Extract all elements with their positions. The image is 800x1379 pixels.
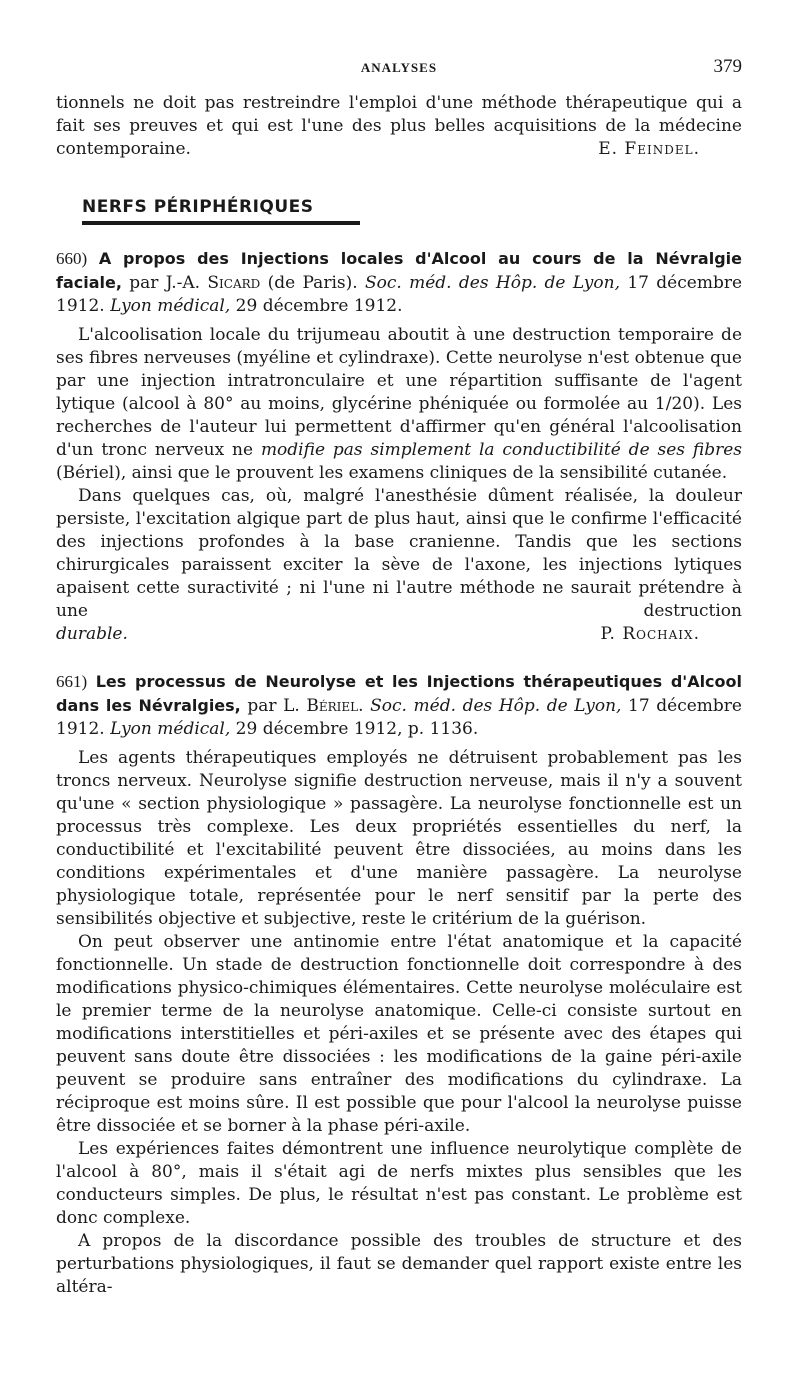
entry-heading: A propos des Injections locales d'Alcool au cours de la Névralgie faciale, xyxy=(56,249,742,292)
entry-paragraph: On peut observer une antinomie entre l'état anatomique et la capacité fonctionnelle. Un stade de destruction fonctionnelle doit correspondre à des modifications physico-chimiques élémentaires. Cette neurolyse moléculaire est le premier terme de la neurolyse anatomique. Celle-ci consiste surtout en modifications interstitielles et péri-axiles et se présente avec des étapes qui peuvent sans doute être dissociées : les modifications de la gaine péri-axile peuvent se produire sans entraîner des modifications du cylindraxe. La réciproque est moins sûre. Il est possible que pour l'alcool la neurolyse puisse être dissociée et se borner à la phase péri-axile. xyxy=(56,932,742,1136)
source-plain: (de Paris). xyxy=(260,273,365,293)
intro-text: tionnels ne doit pas restreindre l'emploi d'une méthode thérapeutique qui a fait ses preuves et qui est l'une des plus belles acquisitions de la médecine xyxy=(56,93,742,136)
entry-signature-row xyxy=(56,623,742,646)
author-prefix: par L. xyxy=(240,696,307,716)
source-date: 17 décembre 1912. xyxy=(56,696,742,739)
journal-date: 29 décembre 1912, p. 1136. xyxy=(230,719,479,739)
source-society: Soc. méd. des Hôp. de Lyon, xyxy=(370,696,622,716)
entry-661 xyxy=(56,670,742,1299)
paragraph-text: (Bériel), ainsi que le prouvent les examens cliniques de la sensibilité cutanée. xyxy=(56,463,728,483)
running-title: ANALYSES xyxy=(360,60,438,75)
entry-paragraph: Les agents thérapeutiques employés ne détruisent probablement pas les troncs nerveux. Neurolyse signifie destruction nerveuse, mais il n'y a souvent qu'une « section physiologique » passagère. La neurolyse fonctionnelle est un processus très complexe. Les deux propriétés essentielles du nerf, la conductibilité et l'excitabilité peuvent être dissociées, au moins dans les conditions expérimentales et d'une manière passagère. La neurolyse physiologique totale, représentée pour le nerf sensitif par la perte des sensibilités objective et subjective, reste le critérium de la guérison. xyxy=(56,748,742,929)
intro-paragraph xyxy=(56,92,742,161)
entry-title xyxy=(56,247,742,318)
page-header xyxy=(56,50,742,84)
entry-paragraph: Les expériences faites démontrent une influence neurolytique complète de l'alcool à 80°, mais il s'était agi de nerfs mixtes plus sensibles que les conducteurs simples. De plus, le résultat n'est pas constant. Le problème est donc complexe. xyxy=(56,1139,742,1228)
page-number: 379 xyxy=(713,56,742,77)
author-name: Bériel xyxy=(306,696,359,716)
intro-signature-row xyxy=(56,138,742,161)
entry-660 xyxy=(56,247,742,646)
paragraph-last-word: durable. xyxy=(56,624,128,644)
journal-date: 29 décembre 1912. xyxy=(230,296,403,316)
entry-paragraph: A propos de la discordance possible des troubles de structure et des perturbations physiologiques, il faut se demander quel rapport existe entre les altéra- xyxy=(56,1231,742,1297)
entry-title xyxy=(56,670,742,741)
author-prefix: par J.-A. xyxy=(121,273,208,293)
entry-paragraph xyxy=(56,324,742,485)
entry-signature: P. Rochaix. xyxy=(600,624,700,644)
section-heading: NERFS PÉRIPHÉRIQUES xyxy=(82,197,360,225)
paragraph-text: L'alcoolisation locale du trijumeau aboutit à une destruction temporaire de ses fibres nerveuses (myéline et cylindraxe). Cette neurolyse n'est obtenue que par une injection intratronculaire et une répartition suffisante de l'agent lytique (alcool à 80° au moins, glycérine phéniquée ou formolée au 1/20). Les recherches de l'auteur lui permettent d'affirmer qu'en général l'alcoolisation d'un tronc nerveux ne xyxy=(56,325,742,460)
entry-number: 661) xyxy=(56,672,88,691)
entry-paragraph: Dans quelques cas, où, malgré l'anesthésie dûment réalisée, la douleur persiste, l'excitation algique part de plus haut, ainsi que le confirme l'efficacité des injections profondes à la base cranienne. Tandis que les sections chirurgicales paraissent exciter la sève de l'axone, les injections lytiques apaisent cette suractivité ; ni l'une ni l'autre méthode ne saurait prétendre à une destruction xyxy=(56,486,742,621)
intro-signature: E. Feindel. xyxy=(598,139,700,159)
document-page xyxy=(56,50,742,1299)
source-date: 17 décembre 1912. xyxy=(56,273,743,316)
journal-name: Lyon médical, xyxy=(110,296,231,316)
intro-last-line: contemporaine. xyxy=(56,139,191,159)
entry-number: 660) xyxy=(56,249,88,268)
paragraph-italic: modifie pas simplement la conductibilité de ses fibres xyxy=(260,440,743,460)
source-society: Soc. méd. des Hôp. de Lyon, xyxy=(364,273,621,293)
entry-heading: Les processus de Neurolyse et les Injections thérapeutiques d'Alcool dans les Névralgies, xyxy=(56,672,743,715)
author-name: Sicard xyxy=(207,273,261,293)
journal-name: Lyon médical, xyxy=(110,719,231,739)
source-plain: . xyxy=(358,696,371,716)
